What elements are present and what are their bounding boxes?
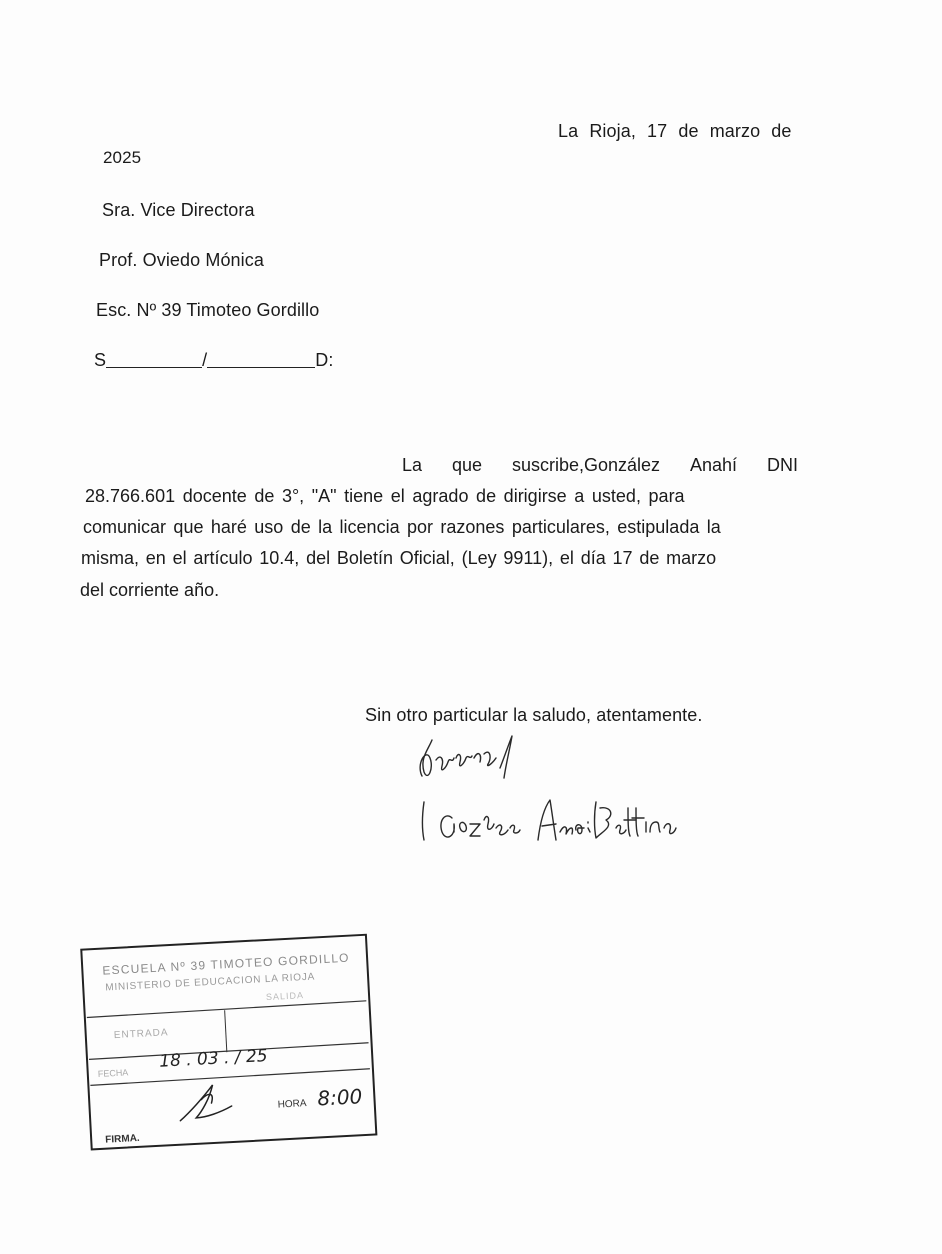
body-line-4: misma, en el artículo 10.4, del Boletín Oficial, (Ley 9911), el día 17 de marzo	[81, 548, 717, 568]
stamp-fecha-label: FECHA	[97, 1067, 129, 1079]
stamp-hora-value: 8:00	[316, 1084, 363, 1111]
body-line-1-c: suscribe,González	[511, 455, 661, 475]
recipient-school: Esc. Nº 39 Timoteo Gordillo	[96, 300, 320, 320]
stamp-fecha-value: 18 . 03 . / 25	[158, 1046, 269, 1072]
body-line-1-d: Anahí	[689, 455, 738, 475]
sd-underline-1	[106, 351, 202, 368]
stamp-school: ESCUELA Nº 39 TIMOTEO GORDILLO	[102, 950, 350, 978]
body-line-1	[402, 455, 798, 476]
sd-slash: /	[202, 350, 208, 370]
body-line-3: comunicar que haré uso de la licencia por razones particulares, estipulada la	[83, 517, 721, 537]
salutation-sd	[94, 350, 333, 371]
recipient-name: Prof. Oviedo Mónica	[99, 250, 264, 270]
signature-handwritten	[400, 728, 690, 858]
sd-underline-2	[207, 351, 315, 368]
stamp-ministry: MINISTERIO DE EDUCACION LA RIOJA	[105, 971, 316, 994]
body-line-5: del corriente año.	[80, 580, 220, 600]
closing-line: Sin otro particular la saludo, atentamente.	[365, 705, 703, 725]
body-line-1-b: que	[451, 455, 483, 475]
reception-stamp	[78, 920, 383, 1152]
body-line-1-e: DNI	[766, 455, 798, 475]
stamp-entrada: ENTRADA	[113, 1027, 169, 1042]
stamp-hora-label: HORA	[277, 1098, 307, 1111]
stamp-firma-label: FIRMA.	[104, 1132, 140, 1146]
date-year: 2025	[103, 148, 142, 167]
recipient-title: Sra. Vice Directora	[102, 200, 255, 220]
body-line-2: 28.766.601 docente de 3°, "A" tiene el agrado de dirigirse a usted, para	[85, 486, 685, 506]
date-line: La Rioja, 17 de marzo de	[558, 121, 792, 141]
sd-d: D:	[315, 350, 334, 370]
stamp-salida: SALIDA	[265, 990, 305, 1003]
sd-s: S	[94, 350, 107, 370]
body-line-1-a: La	[402, 455, 423, 475]
